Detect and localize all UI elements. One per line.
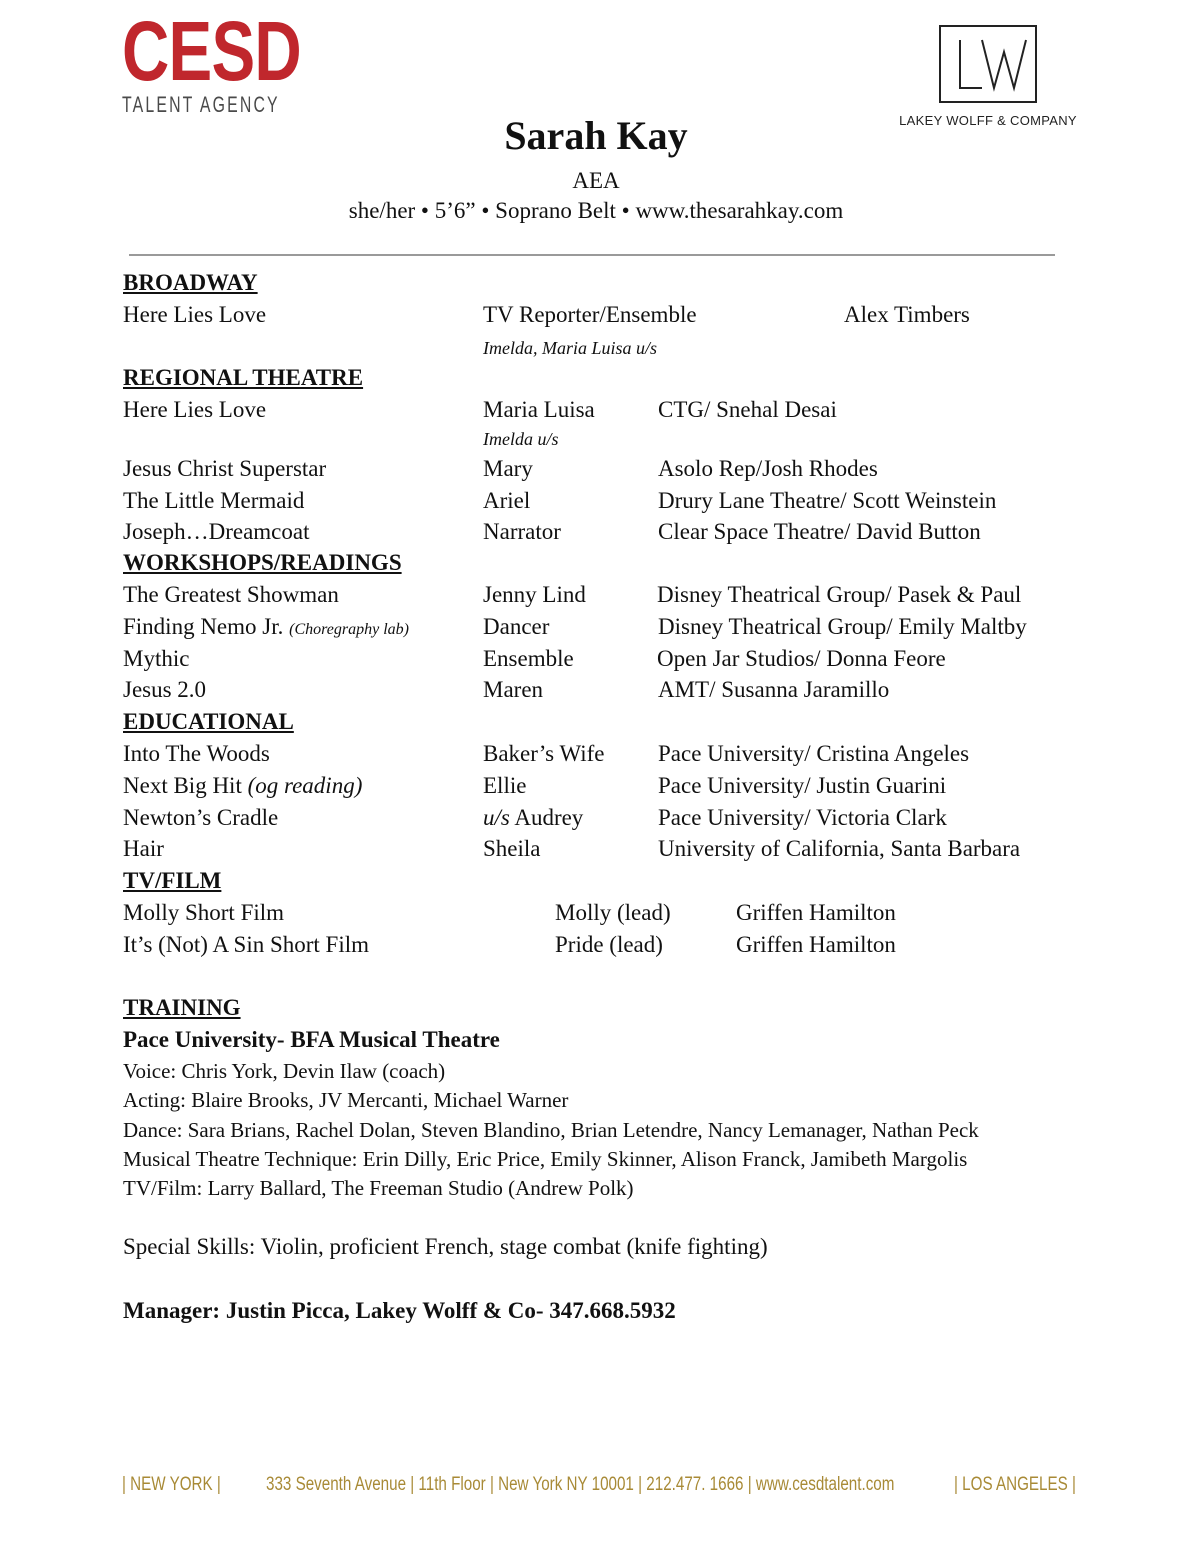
credit-show: It’s (Not) A Sin Short Film: [123, 932, 370, 957]
credit-role: Jenny Lind: [483, 582, 586, 607]
credit-director: Disney Theatrical Group/ Pasek & Paul: [657, 582, 1022, 607]
training-line: Voice: Chris York, Devin Ilaw (coach): [123, 1059, 446, 1083]
credit-director: Griffen Hamilton: [736, 900, 896, 925]
lw-logo-caption: LAKEY WOLFF & COMPANY: [899, 113, 1077, 128]
credit-director: Clear Space Theatre/ David Button: [658, 519, 981, 544]
credit-show: The Greatest Showman: [123, 582, 339, 607]
credit-role: Maren: [483, 677, 544, 702]
credit-director: Asolo Rep/Josh Rhodes: [658, 456, 878, 481]
credit-role: Ellie: [483, 773, 527, 798]
credit-role: Ariel: [483, 488, 531, 513]
section-heading-educational: EDUCATIONAL: [123, 709, 294, 734]
special-skills: Special Skills: Violin, proficient French, stage combat (knife fighting): [123, 1234, 768, 1259]
credit-director: University of California, Santa Barbara: [658, 836, 1021, 861]
credit-director: Pace University/ Cristina Angeles: [658, 741, 970, 766]
credit-director: Drury Lane Theatre/ Scott Weinstein: [658, 488, 997, 513]
lw-monogram-icon: [938, 24, 1038, 104]
credit-show: The Little Mermaid: [123, 488, 305, 513]
manager-contact: Manager: Justin Picca, Lakey Wolff & Co- 347.668.5932: [123, 1298, 676, 1323]
footer-los-angeles: | LOS ANGELES |: [954, 1474, 1076, 1495]
credit-role: Maria Luisa: [483, 397, 595, 422]
credit-show: Hair: [123, 836, 164, 861]
credit-director: Open Jar Studios/ Donna Feore: [657, 646, 946, 671]
training-line: Dance: Sara Brians, Rachel Dolan, Steven Blandino, Brian Letendre, Nancy Lemanager, Nathan Peck: [123, 1118, 979, 1142]
credit-show: Newton’s Cradle: [123, 805, 279, 830]
credit-show-title: Next Big Hit: [123, 773, 242, 798]
credit-show: [123, 773, 362, 799]
credit-role: Molly (lead): [555, 900, 671, 925]
credit-role: Ensemble: [483, 646, 574, 671]
footer-new-york: | NEW YORK |: [122, 1474, 221, 1495]
understudy-note: Imelda u/s: [483, 429, 559, 449]
credit-show-note: (og reading): [247, 773, 363, 798]
section-heading-training: TRAINING: [123, 995, 241, 1020]
training-line: Musical Theatre Technique: Erin Dilly, Eric Price, Emily Skinner, Alison Franck, Jamibeth Margolis: [123, 1147, 968, 1171]
header-divider: [129, 254, 1055, 256]
understudy-prefix: u/s: [483, 805, 510, 830]
union-affiliation: AEA: [572, 168, 620, 193]
credit-director: Pace University/ Justin Guarini: [658, 773, 947, 798]
credit-director: Pace University/ Victoria Clark: [658, 805, 947, 830]
credit-director: AMT/ Susanna Jaramillo: [658, 677, 890, 702]
training-school: Pace University- BFA Musical Theatre: [123, 1027, 500, 1052]
training-line: Acting: Blaire Brooks, JV Mercanti, Michael Warner: [123, 1088, 569, 1112]
credit-show: Here Lies Love: [123, 302, 267, 327]
cesd-logo-main: CESD: [122, 4, 301, 98]
credit-role: Pride (lead): [555, 932, 663, 957]
performer-details: she/her • 5’6” • Soprano Belt • www.thesarahkay.com: [348, 198, 844, 223]
credit-show: Jesus 2.0: [123, 677, 207, 702]
credit-show-note: (Choregraphy lab): [289, 621, 409, 638]
credit-show: Molly Short Film: [123, 900, 285, 925]
performer-name: Sarah Kay: [504, 113, 688, 158]
cesd-logo-sub: TALENT AGENCY: [122, 92, 280, 117]
credit-show: Jesus Christ Superstar: [123, 456, 327, 481]
credit-role: Sheila: [483, 836, 541, 861]
footer-address: 333 Seventh Avenue | 11th Floor | New York NY 10001 | 212.477. 1666 | www.cesdtalent.com: [266, 1474, 895, 1495]
training-line: TV/Film: Larry Ballard, The Freeman Studio (Andrew Polk): [123, 1176, 634, 1200]
credit-show: Into The Woods: [123, 741, 270, 766]
credit-show: [123, 614, 409, 640]
credit-director: CTG/ Snehal Desai: [658, 397, 837, 422]
section-heading-regional: REGIONAL THEATRE: [123, 365, 364, 390]
credit-role: Baker’s Wife: [483, 741, 605, 766]
credit-show: Joseph…Dreamcoat: [123, 519, 310, 544]
credit-role: Narrator: [483, 519, 561, 544]
credit-director: Disney Theatrical Group/ Emily Maltby: [658, 614, 1027, 639]
credit-role: Dancer: [483, 614, 550, 639]
section-heading-tvfilm: TV/FILM: [123, 868, 222, 893]
credit-role: TV Reporter/Ensemble: [483, 302, 697, 327]
credit-role: Mary: [483, 456, 533, 481]
section-heading-broadway: BROADWAY: [123, 270, 258, 295]
credit-director: Alex Timbers: [844, 302, 970, 327]
credit-role: [483, 805, 583, 831]
credit-director: Griffen Hamilton: [736, 932, 896, 957]
section-heading-workshops: WORKSHOPS/READINGS: [123, 550, 402, 575]
credit-show-title: Finding Nemo Jr.: [123, 614, 284, 639]
understudy-note: Imelda, Maria Luisa u/s: [483, 338, 658, 358]
credit-show: Mythic: [123, 646, 190, 671]
credit-role-name: Audrey: [514, 805, 584, 830]
credit-show: Here Lies Love: [123, 397, 267, 422]
cesd-logo: [122, 4, 301, 118]
